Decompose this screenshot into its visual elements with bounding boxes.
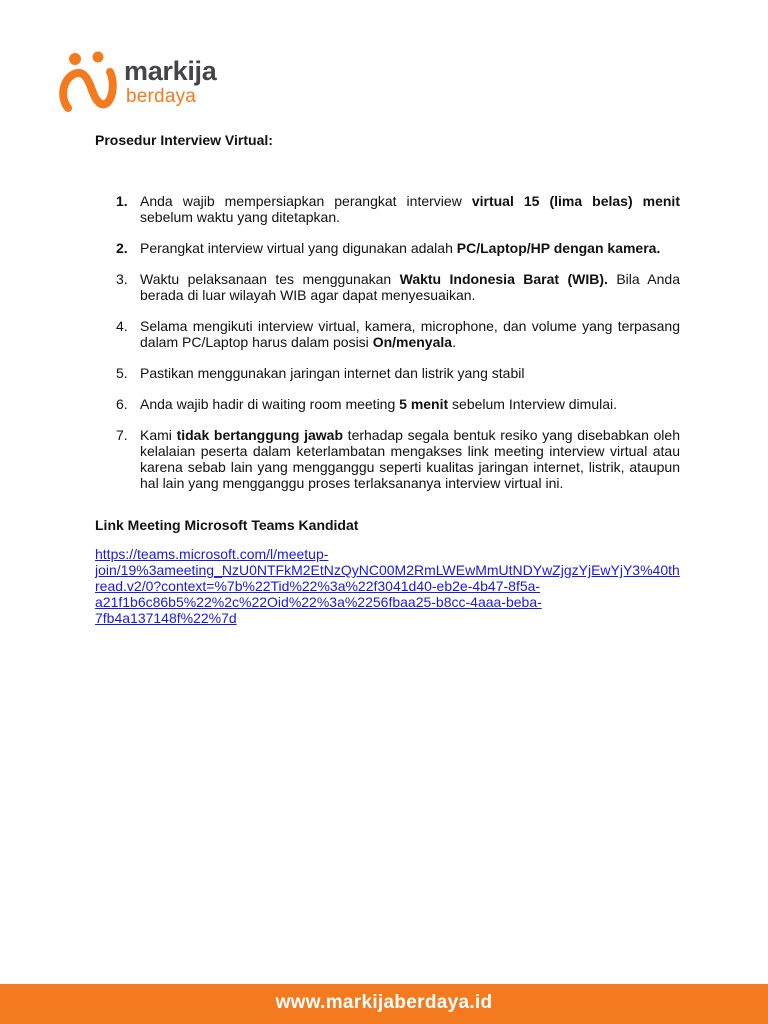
list-item [95,427,680,491]
list-item-number: 3. [116,271,128,287]
link-line[interactable]: 7fb4a137148f%22%7d [95,610,237,626]
list-item-text: sebelum waktu yang ditetapkan. [140,209,341,225]
list-item-number: 5. [116,365,128,381]
list-item-text: Pastikan menggunakan jaringan internet dan listrik yang stabil [140,365,525,381]
list-item-text: Selama mengikuti interview virtual, kamera, microphone, dan volume yang terpasang dalam PC/Laptop harus dalam posisi [140,318,680,350]
list-item-text: Waktu pelaksanaan tes menggunakan [140,271,400,287]
list-item-text: Perangkat interview virtual yang digunakan adalah [140,240,457,256]
list-item-emphasis: tidak bertanggung jawab [176,427,344,443]
list-item-emphasis: virtual 15 (lima belas) menit [471,193,680,209]
link-line[interactable]: https://teams.microsoft.com/l/meetup- [95,546,329,562]
footer-bar [0,984,768,1024]
list-item-number: 2. [116,240,128,256]
procedure-list [95,193,680,506]
brand-logo [58,50,238,116]
list-item-number: 7. [116,427,128,443]
list-item-text: terhadap segala bentuk resiko yang disebabkan oleh kelalaian peserta dalam keterlambatan mengakses link meeting interview virtual atau karena sebab lain yang mengganggu seperti kualitas jaringan internet, listrik, ataupun hal lain yang mengganggu proses terlaksananya interview virtual ini. [140,427,680,491]
footer-website[interactable]: www.markijaberdaya.id [275,992,493,1013]
link-line[interactable]: read.v2/0?context=%7b%22Tid%22%3a%22f3041d40-eb2e-4b47-8f5a- [95,578,541,594]
list-item [95,318,680,350]
list-item-number: 1. [116,193,128,209]
list-item [95,193,680,225]
list-item-emphasis: PC/Laptop/HP dengan kamera. [456,240,661,256]
list-item-emphasis: Waktu Indonesia Barat (WIB). [399,271,608,287]
list-item-emphasis: On/menyala [372,334,453,350]
page-title: Prosedur Interview Virtual: [95,132,273,148]
markija-people-logo-icon [58,50,122,116]
list-item [95,365,680,381]
teams-meeting-link[interactable] [95,546,695,626]
list-item-text: Anda wajib hadir di waiting room meeting [140,396,400,412]
list-item [95,271,680,303]
list-item [95,396,680,412]
list-item-text: Kami [140,427,177,443]
list-item-emphasis: 5 menit [399,396,449,412]
brand-name: markija [124,56,217,86]
list-item-number: 4. [116,318,128,334]
link-heading: Link Meeting Microsoft Teams Kandidat [95,517,359,533]
list-item-text: Bila Anda berada di luar wilayah WIB agar dapat menyesuaikan. [140,271,680,303]
link-line[interactable]: join/19%3ameeting_NzU0NTFkM2EtNzQyNC00M2RmLWEwMmUtNDYwZjgzYjEwYjY3%40th [95,562,680,578]
brand-subtitle: berdaya [126,86,197,107]
list-item [95,240,680,256]
list-item-text: . [452,334,456,350]
list-item-number: 6. [116,396,128,412]
link-line[interactable]: a21f1b6c86b5%22%2c%22Oid%22%3a%2256fbaa25-b8cc-4aaa-beba- [95,594,542,610]
list-item-text: sebelum Interview dimulai. [448,396,618,412]
list-item-text: Anda wajib mempersiapkan perangkat interview [140,193,472,209]
